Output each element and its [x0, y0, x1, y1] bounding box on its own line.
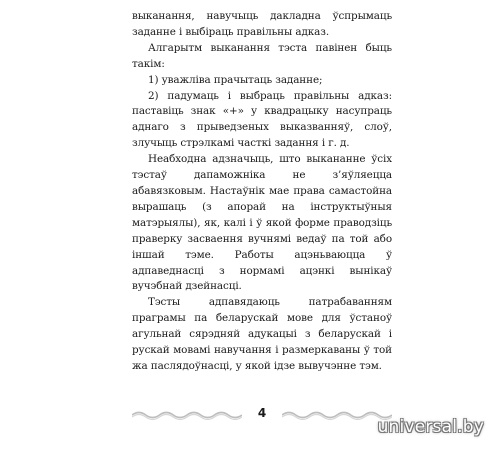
- paragraph-2: Алгарытм выканання тэста павінен быць такім:: [132, 41, 392, 70]
- paragraph-1: выканання, навучыць дакладна ўспрымаць заданне і выбіраць правільны адказ.: [132, 10, 392, 38]
- paragraph-6: Тэсты адпавядаюць патрабаванням праграмы па беларускай мове для ўстаноў агульнай сярэдняй адукацыі з беларускай і рускай мовамі навучання і размеркаваны ў той жа паслядоўнасці, у якой ідзе вывучэнне тэм.: [132, 296, 392, 372]
- paragraph-5: Неабходна адзначыць, што выкананне ўсіх тэстаў дапаможніка не з’яўляецца абавязковым. Настаўнік мае права самастойна вырашаць (з апорай на інструктыўныя матэрыялы), як, калі і ў якой форме праводзіць праверку засваення вучнямі ведаў па той або іншай тэме. Работы ацэньваюцца ў адпаведнасці з нормамі ацэнкі вынікаў вучэбнай дзейнасці.: [132, 153, 392, 293]
- wave-ornament-right: [282, 410, 392, 420]
- watermark: universal.by: [377, 417, 484, 437]
- paragraph-3: 1) уважліва прачытаць заданне;: [148, 73, 323, 86]
- body-text: [132, 9, 392, 375]
- page-footer: [132, 404, 392, 424]
- paragraph-4: 2) падумаць і выбраць правільны адказ: паставіць знак «+» у квадрацыку насупраць аднаго з прыведзеных выказванняў, слоў, злучыць стрэлкамі часткі задання і г. д.: [132, 89, 392, 150]
- page-number: 4: [257, 406, 267, 420]
